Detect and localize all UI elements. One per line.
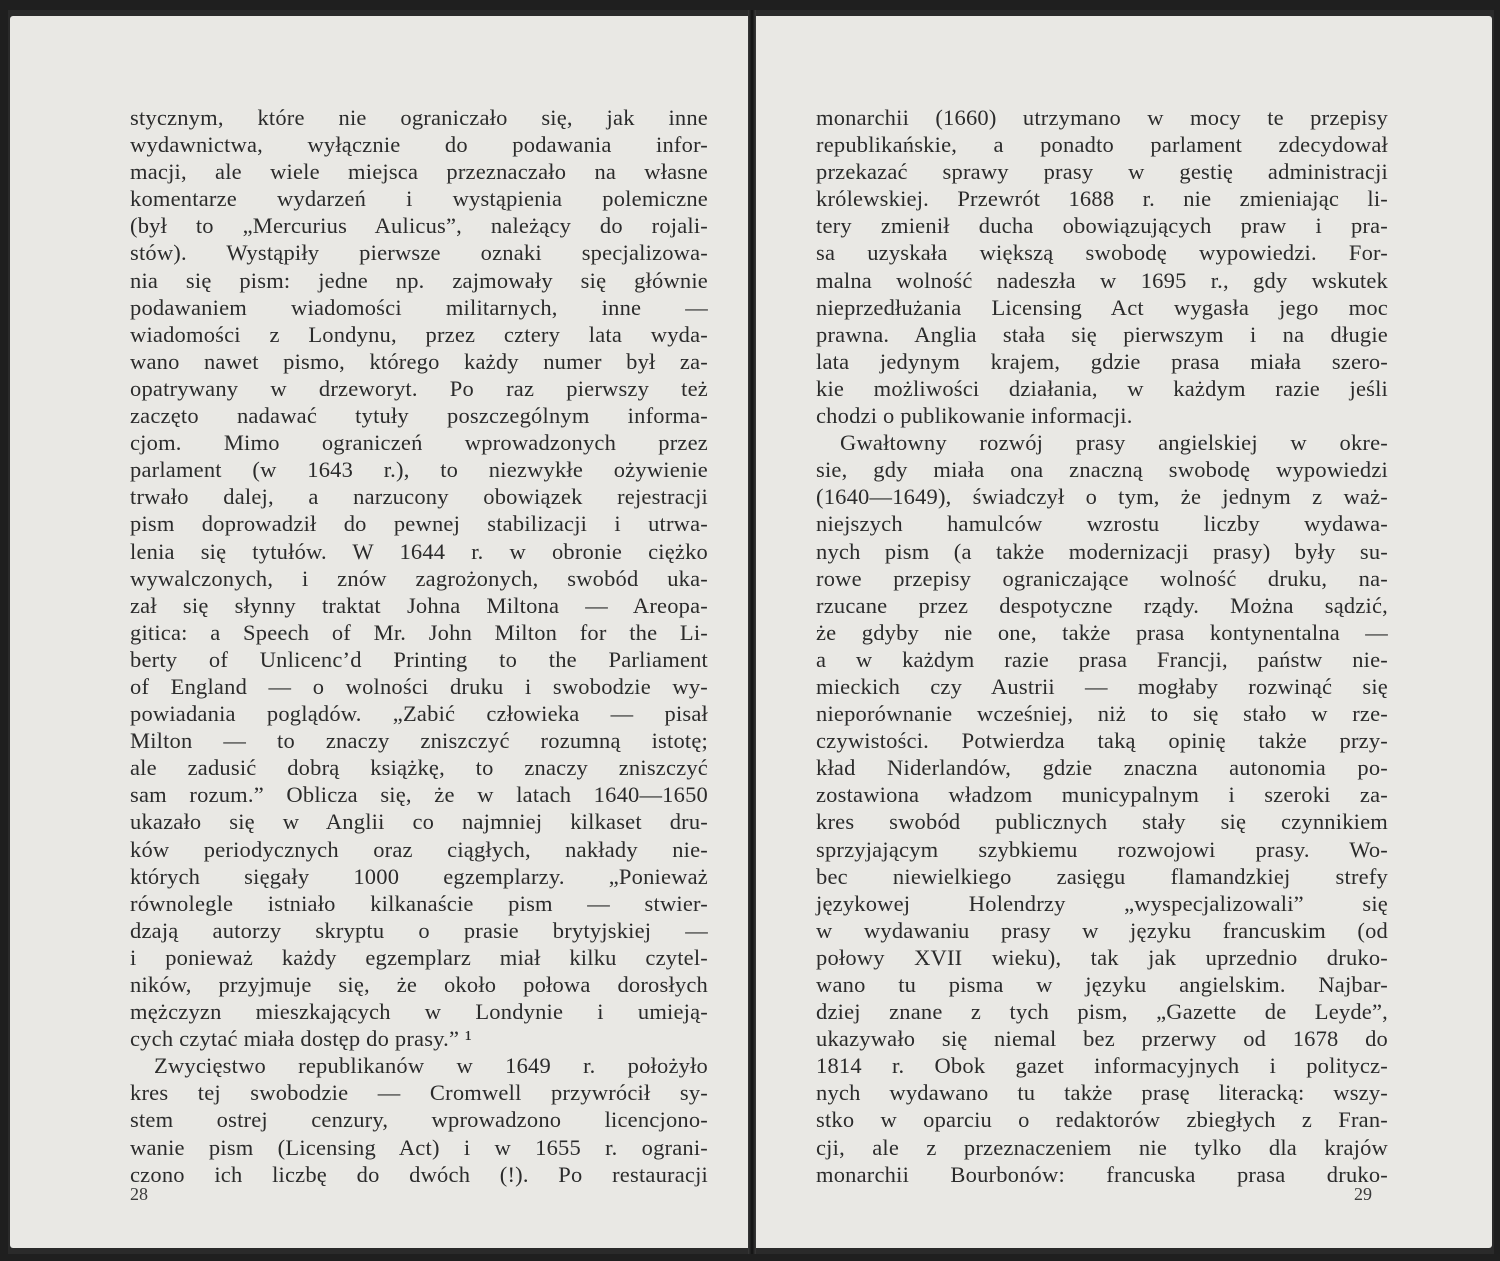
text-line: stko w oparciu o redaktorów zbiegłych z Fran- [816,1107,1388,1133]
text-line: kład Niderlandów, gdzie znaczna autonomia po- [816,755,1388,781]
text-line: monarchii (1660) utrzymano w mocy te przepisy [816,105,1388,130]
text-line: czywistości. Potwierdza taką opinię także przy- [816,728,1388,754]
left-page-number: 28 [130,1184,148,1204]
text-line: że gdyby nie one, także prasa kontynentalna — [816,619,1388,645]
text-line: dzają autorzy skryptu o prasie brytyjskiej — [130,917,708,943]
text-line: macji, ale wiele miejsca przeznaczało na własne [130,159,708,185]
text-line: stów). Wystąpiły pierwsze oznaki specjalizowa- [130,240,708,266]
text-line: językowej Holendrzy „wyspecjalizowali” się [816,890,1388,916]
text-line: nieporównanie wcześniej, niż to się stało w rze- [816,701,1388,727]
text-line: nia się pism: jedne np. zajmowały się głównie [130,267,708,293]
text-line: mężczyzn mieszkających w Londynie i umieją- [130,999,708,1025]
text-line: rzucane przez despotyczne rządy. Można sądzić, [816,592,1388,618]
text-line: berty of Unlicenc’d Printing to the Parliament [130,646,708,672]
text-line: sprzyjającym szybkiemu rozwojowi prasy. Wo- [816,836,1388,862]
text-line: komentarze wydarzeń i wystąpienia polemiczne [130,186,708,212]
text-line: nych wydawano tu także prasę literacką: wszy- [816,1080,1388,1106]
text-line: cji, ale z przeznaczeniem nie tylko dla krajów [816,1134,1388,1160]
text-line: podawaniem wiadomości militarnych, inne — [130,294,708,320]
book-spread [8,10,1494,1254]
right-page-text [816,104,1388,1188]
text-line: 1814 r. Obok gazet informacyjnych i politycz- [816,1053,1388,1079]
text-line: wanie pism (Licensing Act) i w 1655 r. ograni- [130,1134,708,1160]
text-line: prawna. Anglia stała się pierwszym i na długie [816,321,1388,347]
text-line: wywalczonych, i znów zagrożonych, swobód uka- [130,565,708,591]
text-line: nych pism (a także modernizacji prasy) były su- [816,538,1388,564]
text-line: monarchii Bourbonów: francuska prasa druko- [816,1161,1388,1187]
text-line: sie, gdy miała ona znaczną swobodę wypowiedzi [816,457,1388,483]
text-line: mieckich czy Austrii — mogłaby rozwinąć się [816,673,1388,699]
text-line: pism doprowadził do pewnej stabilizacji i utrwa- [130,511,708,537]
text-line: chodzi o publikowanie informacji. [816,403,1133,429]
text-line: ników, przyjmuje się, że około połowa dorosłych [130,972,708,997]
left-page-text [130,104,708,1188]
text-line: ukazało się w Anglii co najmniej kilkaset dru- [130,809,708,835]
text-line: powiadania poglądów. „Zabić człowieka — pisał [130,701,708,727]
text-line: lata jedynym krajem, gdzie prasa miała szero- [816,348,1388,374]
text-line: rowe przepisy ograniczające wolność druku, na- [816,565,1388,591]
text-line: wiadomości z Londynu, przez cztery lata wyda- [130,321,708,347]
text-line: cjom. Mimo ograniczeń wprowadzonych przez [130,430,708,456]
right-page-number: 29 [1354,1184,1372,1204]
text-line: przekazać sprawy prasy w gestię administracji [816,159,1388,185]
text-line: królewskiej. Przewrót 1688 r. nie zmieniając li- [816,186,1388,212]
text-line: trwało dalej, a narzucony obowiązek rejestracji [130,484,708,510]
text-line: gitica: a Speech of Mr. John Milton for the Li- [130,619,708,645]
text-line: kie możliwości działania, w każdym razie jeśli [816,375,1388,401]
text-line: republikańskie, a ponadto parlament zdecydował [816,132,1388,158]
text-line: dziej znane z tych pism, „Gazette de Leyde”, [816,999,1388,1025]
text-line: of England — o wolności druku i swobodzie wy- [130,673,708,699]
text-line: wano nawet pismo, którego każdy numer był za- [130,348,708,374]
text-line: cych czytać miała dostęp do prasy.” ¹ [130,1026,472,1052]
text-line: nieprzedłużania Licensing Act wygasła jego moc [816,294,1388,320]
text-line: malna wolność nadeszła w 1695 r., gdy wskutek [816,267,1388,293]
text-line: bec niewielkiego zasięgu flamandzkiej strefy [816,863,1388,889]
text-line: równolegle istniało kilkanaście pism — stwier- [130,890,708,916]
right-page [756,16,1492,1248]
text-line: sam rozum.” Oblicza się, że w latach 1640—1650 [130,782,708,808]
text-line: wydawnictwa, wyłącznie do podawania infor- [130,132,708,158]
text-line: i ponieważ każdy egzemplarz miał kilku czytel- [130,944,708,970]
text-line: ale zadusić dobrą książkę, to znaczy zniszczyć [130,755,708,781]
text-line: sa uzyskała większą swobodę wypowiedzi. For- [816,240,1388,266]
text-line: kres tej swobodzie — Cromwell przywrócił sy- [130,1080,708,1106]
text-line: a w każdym razie prasa Francji, państw nie- [816,646,1388,672]
text-line: kres swobód publicznych stały się czynnikiem [816,809,1388,835]
text-line: niejszych hamulców wzrostu liczby wydawa- [816,511,1388,537]
text-line: zostawiona władzom municypalnym i szeroki za- [816,782,1388,808]
text-line: stycznym, które nie ograniczało się, jak inne [130,105,708,130]
text-line: (1640—1649), świadczył o tym, że jednym z waż- [816,484,1388,510]
text-line: połowy XVII wieku), tak jak uprzednio druko- [816,944,1388,970]
text-line: ków periodycznych oraz ciągłych, nakłady nie- [130,836,708,862]
text-line: parlament (w 1643 r.), to niezwykłe ożywienie [130,457,708,483]
text-line: Milton — to znaczy zniszczyć rozumną istotę; [130,728,708,754]
text-line: wano tu pisma w języku angielskim. Najbar- [816,972,1388,997]
text-line: Zwycięstwo republikanów w 1649 r. położyło [154,1053,708,1079]
text-line: opatrywany w drzeworyt. Po raz pierwszy też [130,375,708,401]
text-line: których sięgały 1000 egzemplarzy. „Ponieważ [130,863,708,889]
text-line: (był to „Mercurius Aulicus”, należący do rojali- [130,213,708,239]
left-page [10,16,748,1248]
text-line: zaczęto nadawać tytuły poszczególnym informa- [130,403,708,429]
text-line: tery zmienił ducha obowiązujących praw i pra- [816,213,1388,239]
text-line: ukazywało się niemal bez przerwy od 1678 do [816,1026,1388,1052]
text-line: czono ich liczbę do dwóch (!). Po restauracji [130,1161,708,1187]
text-line: w wydawaniu prasy w języku francuskim (od [816,917,1388,943]
text-line: lenia się tytułów. W 1644 r. w obronie ciężko [130,538,708,564]
text-line: zał się słynny traktat Johna Miltona — Areopa- [130,592,708,618]
text-line: stem ostrej cenzury, wprowadzono licencjono- [130,1107,708,1133]
book-gutter [748,10,756,1254]
text-line: Gwałtowny rozwój prasy angielskiej w okre- [840,430,1388,456]
